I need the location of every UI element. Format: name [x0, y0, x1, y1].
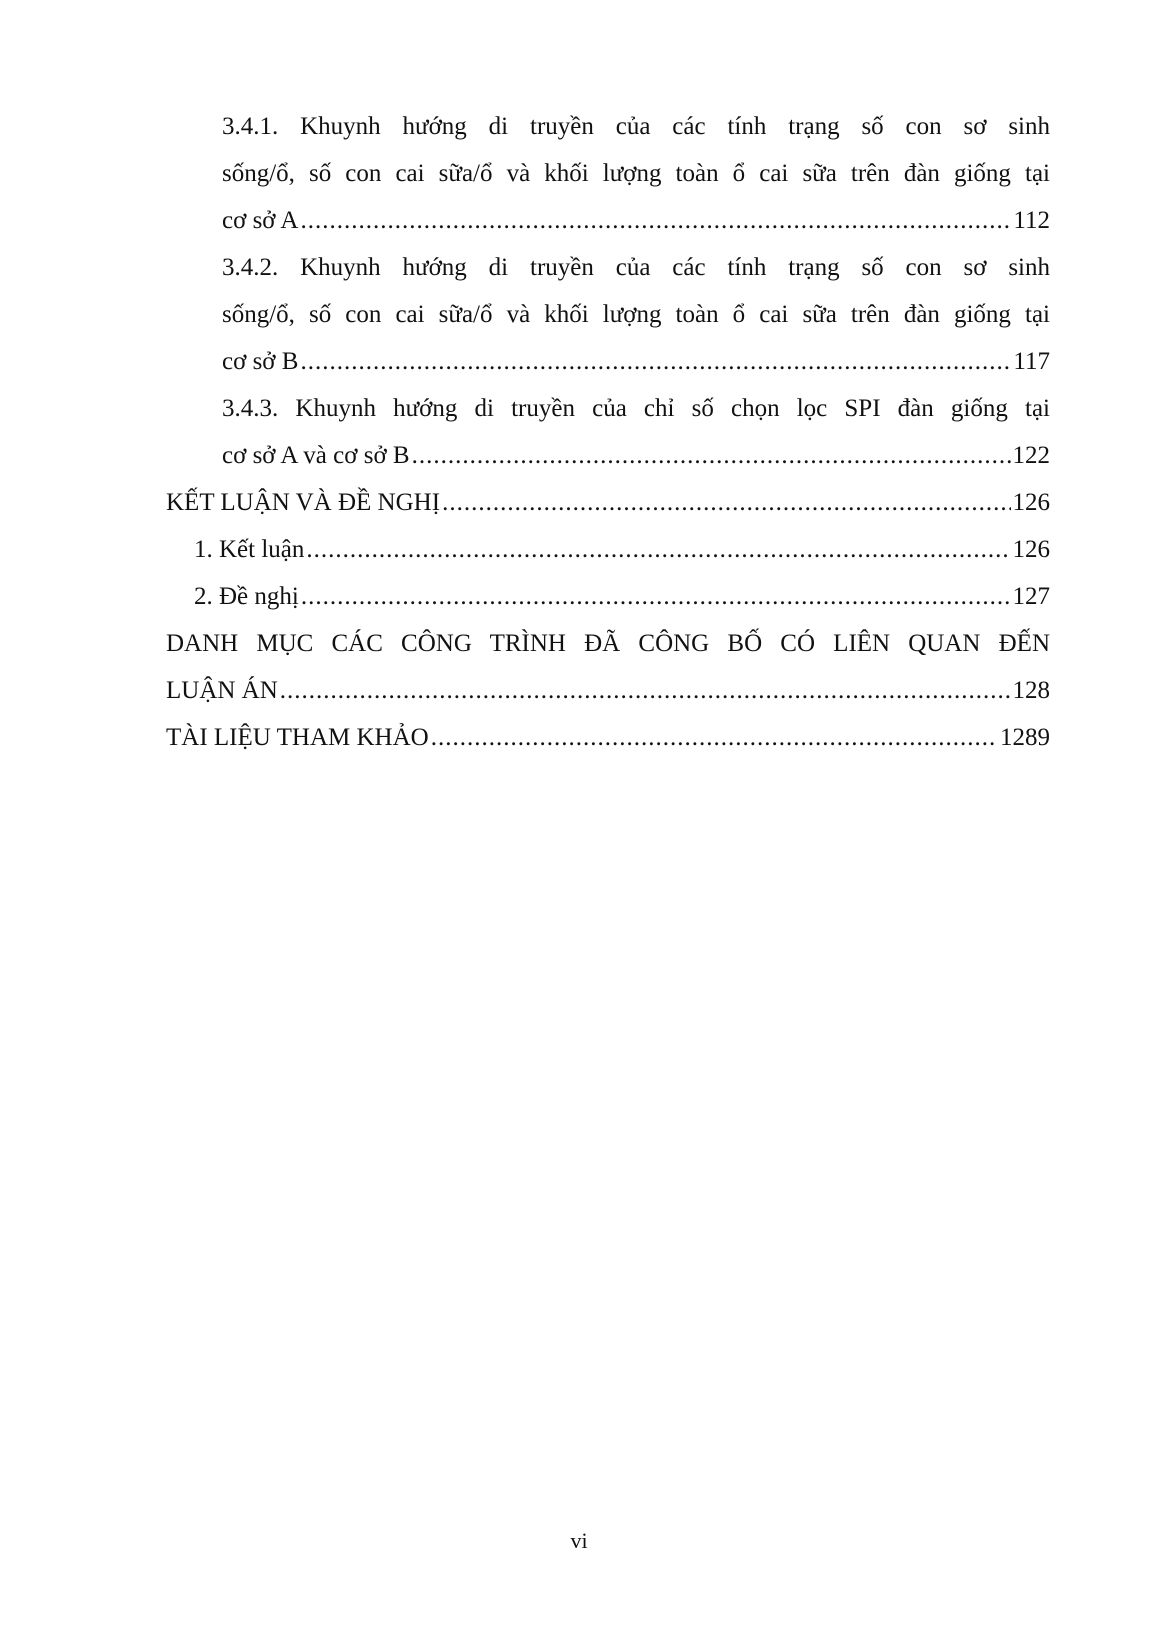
toc-entry-leader-line — [194, 526, 1050, 573]
toc-entry-3-4-3[interactable] — [222, 385, 1050, 479]
toc-entry-line: sống/ổ, số con cai sữa/ổ và khối lượng toàn ổ cai sữa trên đàn giống tại — [222, 160, 1050, 187]
toc-entry-de-nghi[interactable] — [194, 573, 1050, 620]
dot-leader — [412, 432, 1011, 479]
toc-entry-ket-luan-de-nghi[interactable] — [166, 479, 1050, 526]
toc-entry-tai-lieu[interactable] — [166, 714, 1050, 761]
toc-entry-title: cơ sở A và cơ sở B — [222, 442, 410, 469]
toc-entry-title: cơ sở A — [222, 207, 299, 234]
toc-entry-leader-line — [222, 432, 1050, 479]
toc-page-number: 1289 — [1000, 724, 1050, 751]
dot-leader — [306, 526, 1010, 573]
dot-leader — [300, 338, 1011, 385]
toc-entry-3-4-1[interactable] — [222, 103, 1050, 244]
table-of-contents — [166, 103, 1050, 761]
toc-entry-line: 3.4.1. Khuynh hướng di truyền của các tính trạng số con sơ sinh — [222, 113, 1050, 140]
toc-entry-line: 3.4.2. Khuynh hướng di truyền của các tính trạng số con sơ sinh — [222, 254, 1050, 281]
dot-leader — [431, 714, 998, 761]
toc-entry-danh-muc[interactable] — [166, 620, 1050, 714]
toc-entry-title: TÀI LIỆU THAM KHẢO — [166, 724, 429, 751]
toc-entry-3-4-2[interactable] — [222, 244, 1050, 385]
toc-page-number: 112 — [1013, 207, 1050, 234]
toc-page-number: 122 — [1012, 442, 1050, 469]
toc-page-number: 126 — [1012, 489, 1050, 516]
toc-entry-title: cơ sở B — [222, 348, 299, 375]
toc-entry-title: KẾT LUẬN VÀ ĐỀ NGHỊ — [166, 489, 441, 516]
toc-entry-title: 2. Đề nghị — [194, 583, 299, 610]
toc-entry-line: 3.4.3. Khuynh hướng di truyền của chỉ số chọn lọc SPI đàn giống tại — [222, 395, 1050, 422]
toc-entry-title: 1. Kết luận — [194, 536, 305, 563]
page-number: vi — [570, 1528, 588, 1553]
toc-page-number: 126 — [1012, 536, 1050, 563]
toc-entry-line: sống/ổ, số con cai sữa/ổ và khối lượng toàn ổ cai sữa trên đàn giống tại — [222, 301, 1050, 328]
toc-entry-leader-line — [222, 338, 1050, 385]
toc-entry-leader-line — [166, 667, 1050, 714]
toc-entry-leader-line — [166, 714, 1050, 761]
toc-entry-leader-line — [222, 197, 1050, 244]
toc-entry-title: LUẬN ÁN — [166, 677, 278, 704]
toc-entry-line: DANH MỤC CÁC CÔNG TRÌNH ĐÃ CÔNG BỐ CÓ LIÊN QUAN ĐẾN — [166, 630, 1050, 657]
dot-leader — [301, 573, 1011, 620]
toc-page-number: 127 — [1012, 583, 1050, 610]
toc-page-number: 117 — [1013, 348, 1050, 375]
toc-entry-leader-line — [166, 479, 1050, 526]
toc-page-number: 128 — [1012, 677, 1050, 704]
toc-entry-ket-luan[interactable] — [194, 526, 1050, 573]
toc-entry-leader-line — [194, 573, 1050, 620]
dot-leader — [300, 197, 1011, 244]
dot-leader — [442, 479, 1010, 526]
dot-leader — [280, 667, 1011, 714]
